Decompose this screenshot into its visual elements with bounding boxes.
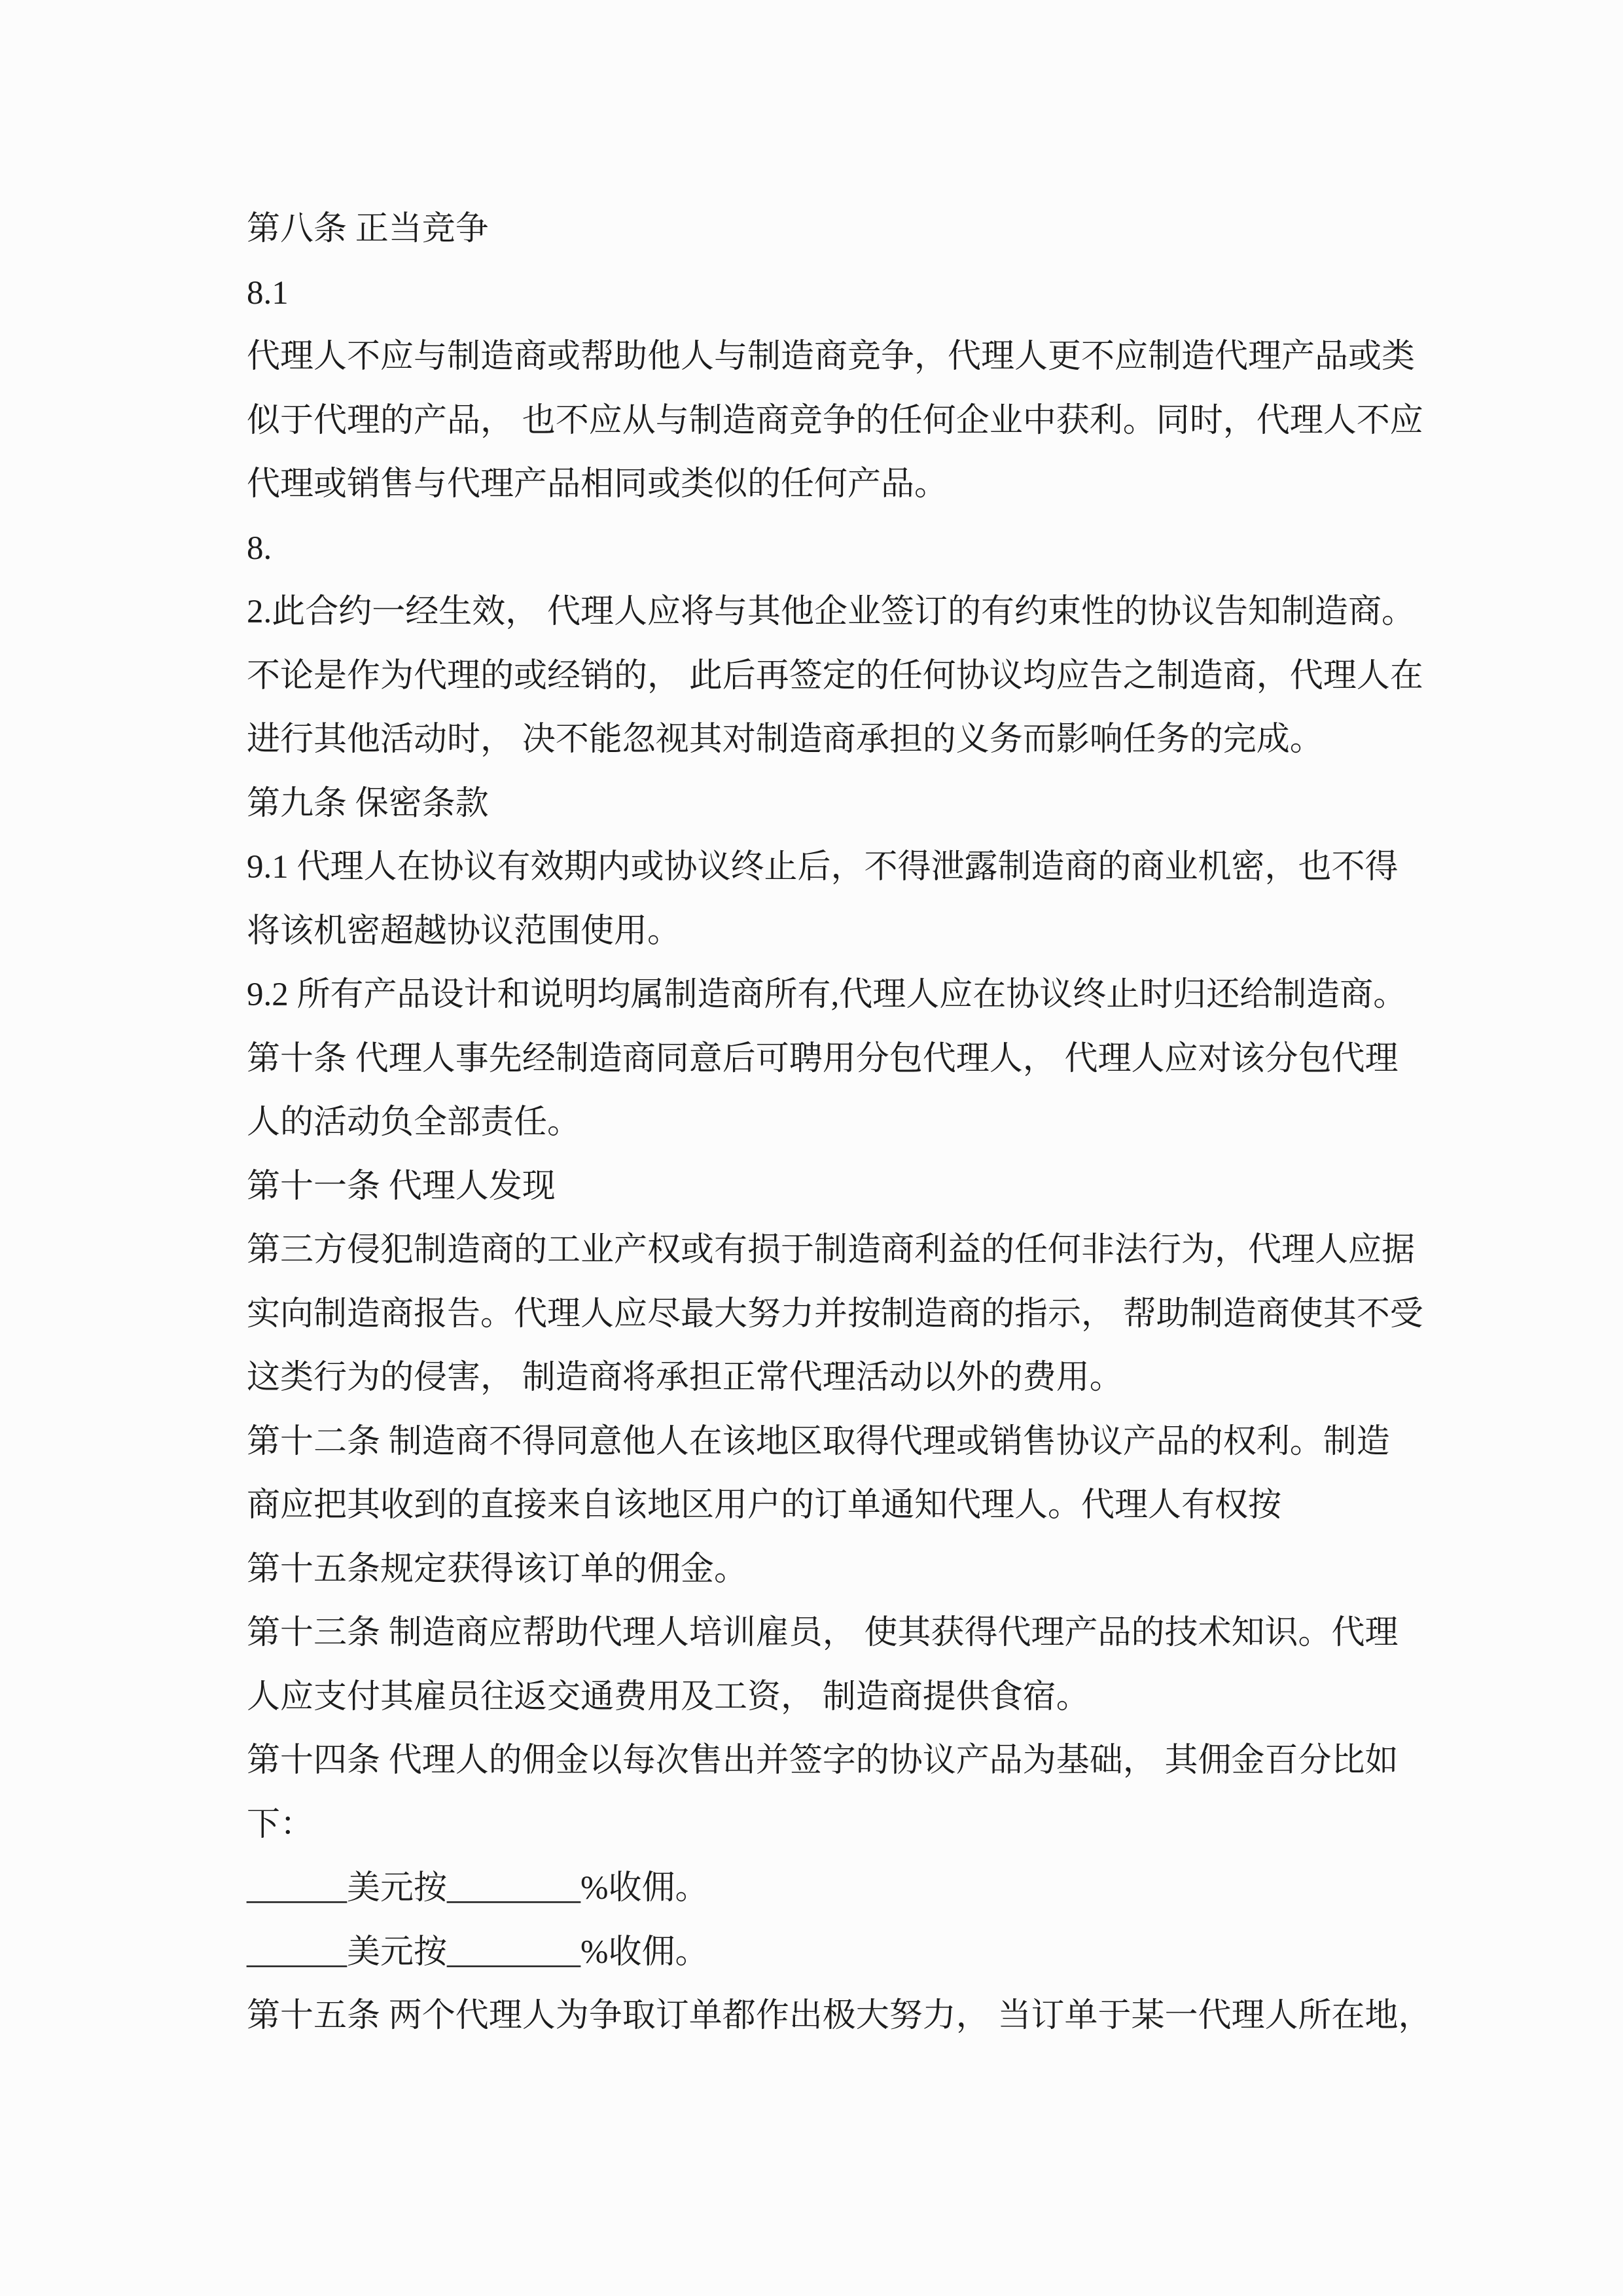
text-line: 这类行为的侵害， 制造商将承担正常代理活动以外的费用。	[247, 1359, 1123, 1396]
text-line: 实向制造商报告。代理人应尽最大努力并按制造商的指示， 帮助制造商使其不受	[247, 1295, 1423, 1333]
clause-14-heading: 第十四条 代理人的佣金以每次售出并签字的协议产品为基础， 其佣金百分比如	[247, 1742, 1399, 1779]
clause-number-8: 8.	[247, 529, 272, 567]
text-line: 进行其他活动时， 决不能忽视其对制造商承担的义务而影响任务的完成。	[247, 721, 1323, 758]
text-line: 人的活动负全部责任。	[247, 1104, 581, 1141]
text-line: 代理人不应与制造商或帮助他人与制造商竞争，代理人更不应制造代理产品或类	[247, 338, 1416, 375]
clause-11-heading: 第十一条 代理人发现	[247, 1168, 556, 1205]
clause-15-heading: 第十五条 两个代理人为争取订单都作出极大努力， 当订单于某一代理人所在地，	[247, 1998, 1432, 2034]
text-line: 人应支付其雇员往返交通费用及工资， 制造商提供食宿。	[247, 1678, 1090, 1715]
text-line: 将该机密超越协议范围使用。	[247, 912, 681, 950]
text-line: 商应把其收到的直接来自该地区用户的订单通知代理人。代理人有权按	[247, 1487, 1282, 1524]
text-line: 不论是作为代理的或经销的， 此后再签定的任何协议均应告之制造商，代理人在	[247, 657, 1423, 694]
commission-blank-line: ______美元按________%收佣。	[247, 1933, 709, 1971]
text-line: 第十五条规定获得该订单的佣金。	[247, 1551, 748, 1588]
clause-12-heading: 第十二条 制造商不得同意他人在该地区取得代理或销售协议产品的权利。制造	[247, 1423, 1390, 1460]
commission-blank-line: ______美元按________%收佣。	[247, 1870, 709, 1907]
clause-10-heading: 第十条 代理人事先经制造商同意后可聘用分包代理人， 代理人应对该分包代理	[247, 1040, 1399, 1077]
text-line: 9.1 代理人在协议有效期内或协议终止后，不得泄露制造商的商业机密，也不得	[247, 849, 1399, 886]
text-line: 9.2 所有产品设计和说明均属制造商所有,代理人应在协议终止时归还给制造商。	[247, 977, 1407, 1013]
clause-13-heading: 第十三条 制造商应帮助代理人培训雇员， 使其获得代理产品的技术知识。代理	[247, 1615, 1399, 1651]
clause-number-8-1: 8.1	[247, 274, 289, 312]
text-line: 代理或销售与代理产品相同或类似的任何产品。	[247, 466, 948, 503]
text-line: 第三方侵犯制造商的工业产权或有损于制造商利益的任何非法行为，代理人应据	[247, 1232, 1416, 1268]
text-line: 2.此合约一经生效， 代理人应将与其他企业签订的有约束性的协议告知制造商。	[247, 594, 1416, 630]
document-text-block	[247, 198, 1432, 2049]
clause-9-heading: 第九条 保密条款	[247, 785, 489, 822]
text-line: 似于代理的产品， 也不应从与制造商竞争的任何企业中获利。同时，代理人不应	[247, 402, 1423, 439]
text-line: 下：	[247, 1806, 314, 1843]
clause-8-heading: 第八条 正当竞争	[247, 211, 489, 247]
